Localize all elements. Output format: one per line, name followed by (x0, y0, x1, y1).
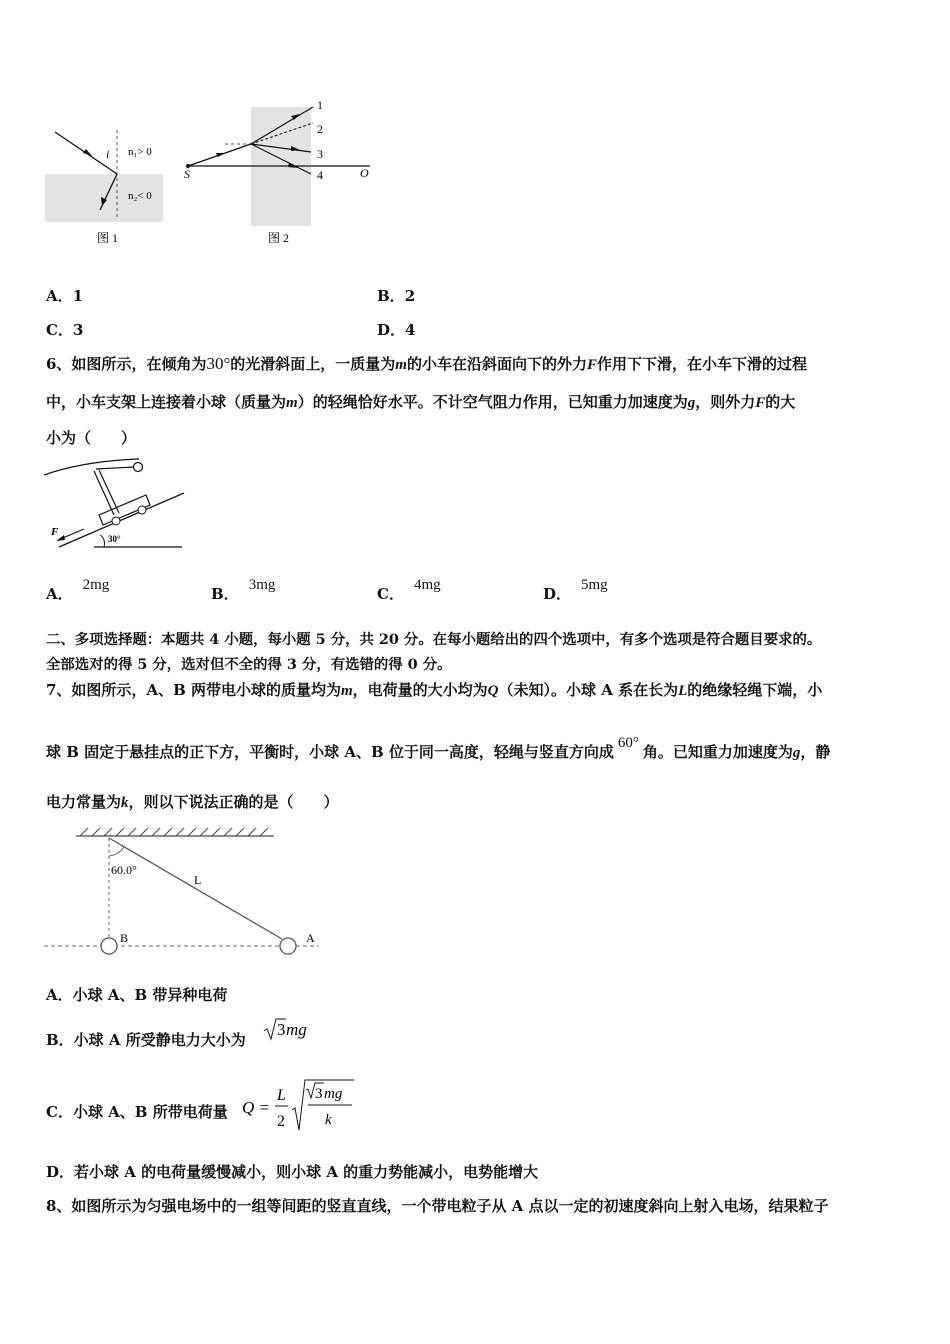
label-l: L (194, 873, 202, 887)
incident-arrow-icon (83, 149, 92, 156)
ray-label-2: 2 (317, 122, 323, 136)
ball-b (101, 938, 117, 954)
label-b: B (120, 931, 129, 945)
q7-option-b[interactable]: B．小球 A 所受静电力大小为 (46, 1031, 246, 1049)
ball (134, 463, 143, 472)
label-angle: 60.0° (111, 863, 137, 877)
q5-option-d[interactable]: D．4 (377, 321, 416, 339)
q-symbol: Q = (242, 1098, 270, 1117)
label-i: i (106, 147, 110, 161)
q7-line-2: 球 B 固定于悬挂点的正下方，平衡时，小球 A、B 位于同一高度，轻绳与竖直方向成 60° 角。已知重力加速度为g，静 (46, 735, 831, 761)
num-mg: mg (324, 1086, 343, 1102)
label-f: F (51, 526, 59, 538)
frac-l: L (277, 1087, 286, 1104)
q7-option-b-formula (262, 1016, 322, 1042)
q6-option-d[interactable]: D． 5mg (543, 577, 608, 603)
angle-arc (100, 535, 105, 547)
q8-line-1: 8、如图所示为匀强电场中的一组等间距的竖直直线，一个带电粒子从 A 点以一定的初速度斜向上射入电场，结果粒子 (46, 1197, 829, 1215)
section-2-heading-line-1: 二、多项选择题：本题共 4 小题，每小题 5 分，共 20 分。在每小题给出的四个选项中，有多个选项是符合题目要求的。 (46, 631, 822, 648)
figure-1 (40, 120, 180, 250)
incline-line (59, 493, 184, 547)
rope-l (109, 838, 282, 939)
q5-option-b[interactable]: B．2 (377, 287, 416, 305)
q7-option-a[interactable]: A．小球 A、B 带异种电荷 (46, 986, 228, 1004)
q7-option-d[interactable]: D．若小球 A 的电荷量缓慢减小，则小球 A 的重力势能减小，电势能增大 (46, 1163, 539, 1181)
q6-line-3: 小为（ ） (46, 429, 137, 447)
num-3: 3 (315, 1086, 323, 1102)
q7-option-c[interactable]: C．小球 A、B 所带电荷量 (46, 1103, 228, 1121)
ray-label-4: 4 (317, 168, 323, 182)
ceiling-hatch (80, 828, 268, 836)
cart-wheel-1 (112, 517, 120, 525)
q5-option-c[interactable]: C．3 (46, 321, 84, 339)
label-s: S (184, 167, 190, 181)
ball-a (280, 938, 296, 954)
figure-1-caption: 图 1 (97, 231, 119, 245)
q6-line-1: 6、如图所示，在倾角为30°的光滑斜面上，一质量为m的小车在沿斜面向下的外力F作用下下滑，在小车下滑的过程 (46, 354, 807, 373)
label-o: O (360, 166, 369, 180)
q6-option-c[interactable]: C． 4mg (377, 577, 441, 603)
figure-2-caption: 图 2 (268, 231, 290, 245)
cart-support (94, 471, 114, 515)
angle-arc (109, 847, 124, 856)
label-n2: n₂< 0 (128, 190, 152, 202)
q7-line-3: 电力常量为k，则以下说法正确的是（ ） (46, 793, 339, 811)
mg-visible: mg (286, 1020, 307, 1039)
figure-2 (180, 95, 380, 250)
sqrt-3: 3 (277, 1020, 286, 1039)
ray-label-3: 3 (317, 147, 323, 161)
q7-line-1: 7、如图所示，A、B 两带电小球的质量均为m，电荷量的大小均为Q（未知）。小球 A 系在长为L的绝缘轻绳下端，小 (46, 681, 823, 699)
ray-label-1: 1 (317, 98, 323, 112)
section-2-heading-line-2: 全部选对的得 5 分，选对但不全的得 3 分，有选错的得 0 分。 (46, 656, 452, 673)
q6-option-a[interactable]: A． 2mg (46, 577, 110, 603)
frac-2: 2 (277, 1113, 285, 1130)
q7-figure (44, 822, 324, 962)
q6-option-b[interactable]: B． 3mg (211, 577, 276, 603)
label-angle: 30° (108, 534, 121, 544)
q6-line-2: 中，小车支架上连接着小球（质量为m）的轻绳恰好水平。不计空气阻力作用，已知重力加速度为g，则外力F的大 (46, 393, 796, 411)
cart-support-2 (99, 470, 119, 513)
q6-figure (44, 455, 189, 553)
label-n1: n₁> 0 (128, 146, 152, 158)
den-k: k (325, 1112, 332, 1128)
cart-wheel-2 (138, 506, 146, 514)
label-a: A (306, 931, 315, 945)
rope (96, 467, 134, 469)
q7-option-c-formula (242, 1078, 362, 1136)
q5-option-a[interactable]: A．1 (46, 287, 84, 305)
